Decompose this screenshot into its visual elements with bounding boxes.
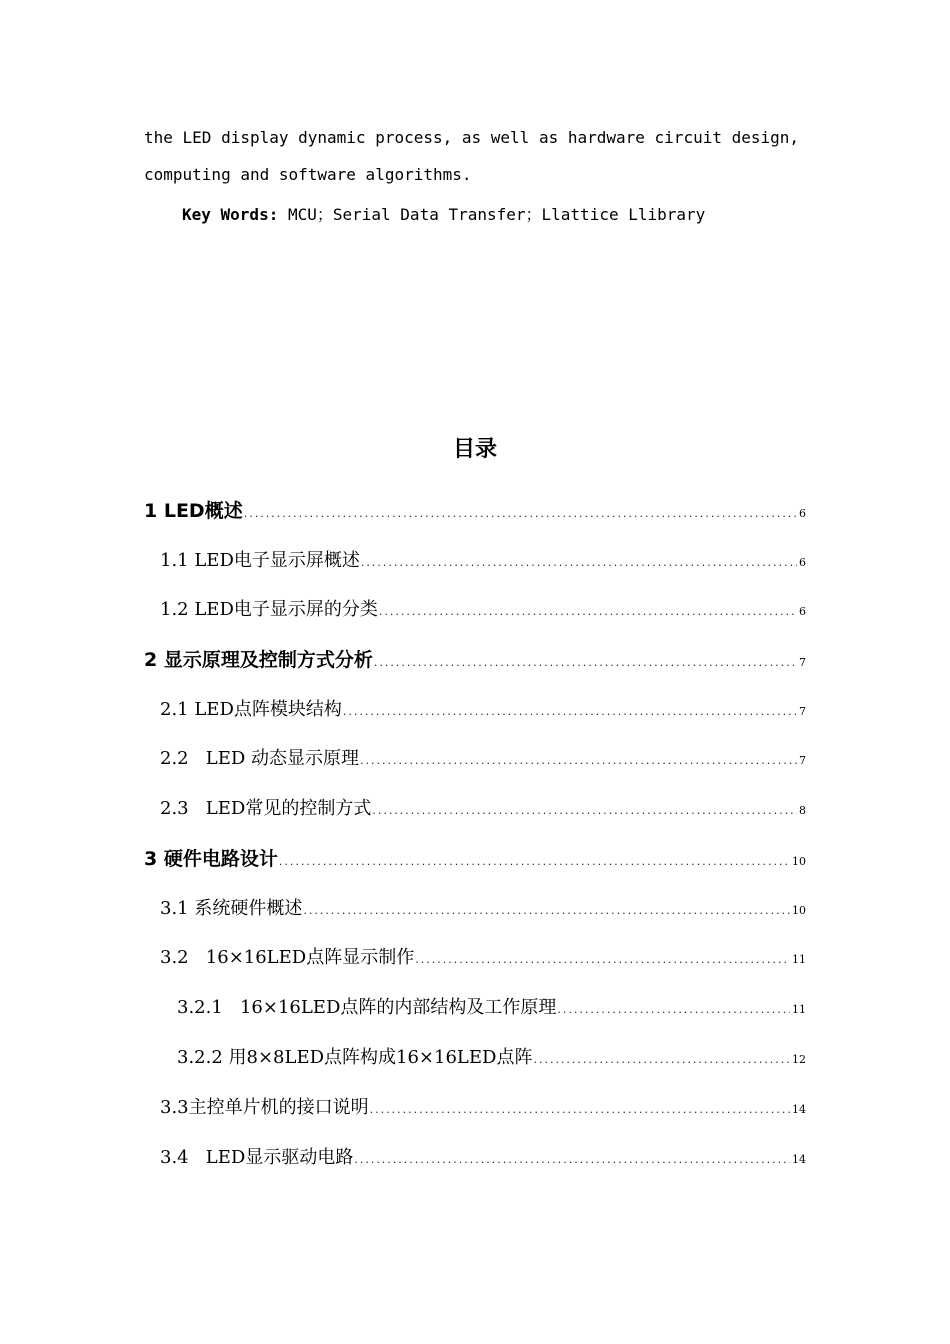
toc-leader-dots	[557, 1003, 790, 1016]
toc-entry-2[interactable]	[144, 645, 806, 672]
abstract-line-1: the LED display dynamic process, as well as hardware circuit design,	[144, 128, 800, 147]
toc-leader-dots	[370, 1103, 790, 1116]
toc-entry-1-2[interactable]	[160, 595, 806, 621]
toc-leader-dots	[354, 1153, 790, 1166]
toc-entry-1-1[interactable]	[160, 546, 806, 572]
toc-page-number: 7	[799, 754, 806, 767]
toc-leader-dots	[279, 855, 790, 868]
toc-page-number: 6	[799, 556, 806, 569]
toc-page-number: 12	[792, 1053, 806, 1066]
toc-entry-label: 2.1 LED点阵模块结构	[160, 699, 342, 720]
toc-page-number: 14	[792, 1103, 806, 1116]
toc-entry-3-3[interactable]	[160, 1093, 806, 1119]
toc-page-number: 10	[792, 904, 806, 917]
toc-entry-label: 3.2 16×16LED点阵显示制作	[160, 947, 415, 968]
toc-entry-label: 3.3主控单片机的接口说明	[160, 1097, 369, 1118]
abstract-line-2: computing and software algorithms.	[144, 165, 472, 184]
toc-page-number: 7	[799, 656, 806, 669]
toc-entry-label: 1.1 LED电子显示屏概述	[160, 550, 360, 571]
keywords-text: MCU；Serial Data Transfer；Llattice Llibrary	[287, 205, 706, 224]
toc-entry-3-2-2[interactable]	[177, 1043, 806, 1069]
keywords-line	[182, 202, 705, 225]
toc-entry-label: 3.4 LED显示驱动电路	[160, 1147, 354, 1168]
toc-leader-dots	[343, 705, 797, 718]
toc-leader-dots	[361, 556, 797, 569]
toc-leader-dots	[379, 605, 797, 618]
toc-entry-label: 2.2 LED 动态显示原理	[160, 748, 360, 769]
toc-entry-label: 2 显示原理及控制方式分析	[144, 649, 373, 671]
toc-entry-label: 1 LED概述	[144, 500, 243, 522]
toc-leader-dots	[303, 904, 790, 917]
toc-entry-2-1[interactable]	[160, 695, 806, 721]
toc-entry-label: 2.3 LED常见的控制方式	[160, 798, 372, 819]
toc-leader-dots	[415, 953, 790, 966]
keywords-label: Key Words:	[182, 205, 279, 224]
toc-page-number: 10	[792, 855, 806, 868]
toc-leader-dots	[244, 507, 797, 520]
toc-entry-3-2-1[interactable]	[177, 993, 806, 1019]
toc-entry-3[interactable]	[144, 844, 806, 871]
toc-entry-label: 1.2 LED电子显示屏的分类	[160, 599, 378, 620]
toc-title: 目录	[452, 437, 497, 462]
toc-leader-dots	[372, 804, 797, 817]
toc-page-number: 11	[792, 953, 806, 966]
toc-page-number: 8	[799, 804, 806, 817]
toc-page-number: 11	[792, 1003, 806, 1016]
toc-entry-3-1[interactable]	[160, 894, 806, 920]
toc-page-number: 14	[792, 1153, 806, 1166]
toc-entry-label: 3.2.1 16×16LED点阵的内部结构及工作原理	[177, 997, 557, 1018]
toc-entry-label: 3 硬件电路设计	[144, 848, 278, 870]
toc-leader-dots	[360, 754, 797, 767]
toc-entry-label: 3.1 系统硬件概述	[160, 898, 303, 919]
toc-entry-2-2[interactable]	[160, 744, 806, 770]
toc-page-number: 6	[799, 605, 806, 618]
toc-page-number: 7	[799, 705, 806, 718]
toc-leader-dots	[533, 1053, 790, 1066]
toc-leader-dots	[374, 656, 797, 669]
toc-page-number: 6	[799, 507, 806, 520]
toc-entry-3-2[interactable]	[160, 943, 806, 969]
toc-entry-label: 3.2.2 用8×8LED点阵构成16×16LED点阵	[177, 1047, 533, 1068]
toc-entry-2-3[interactable]	[160, 794, 806, 820]
toc-entry-1[interactable]	[144, 496, 806, 523]
toc-entry-3-4[interactable]	[160, 1143, 806, 1169]
